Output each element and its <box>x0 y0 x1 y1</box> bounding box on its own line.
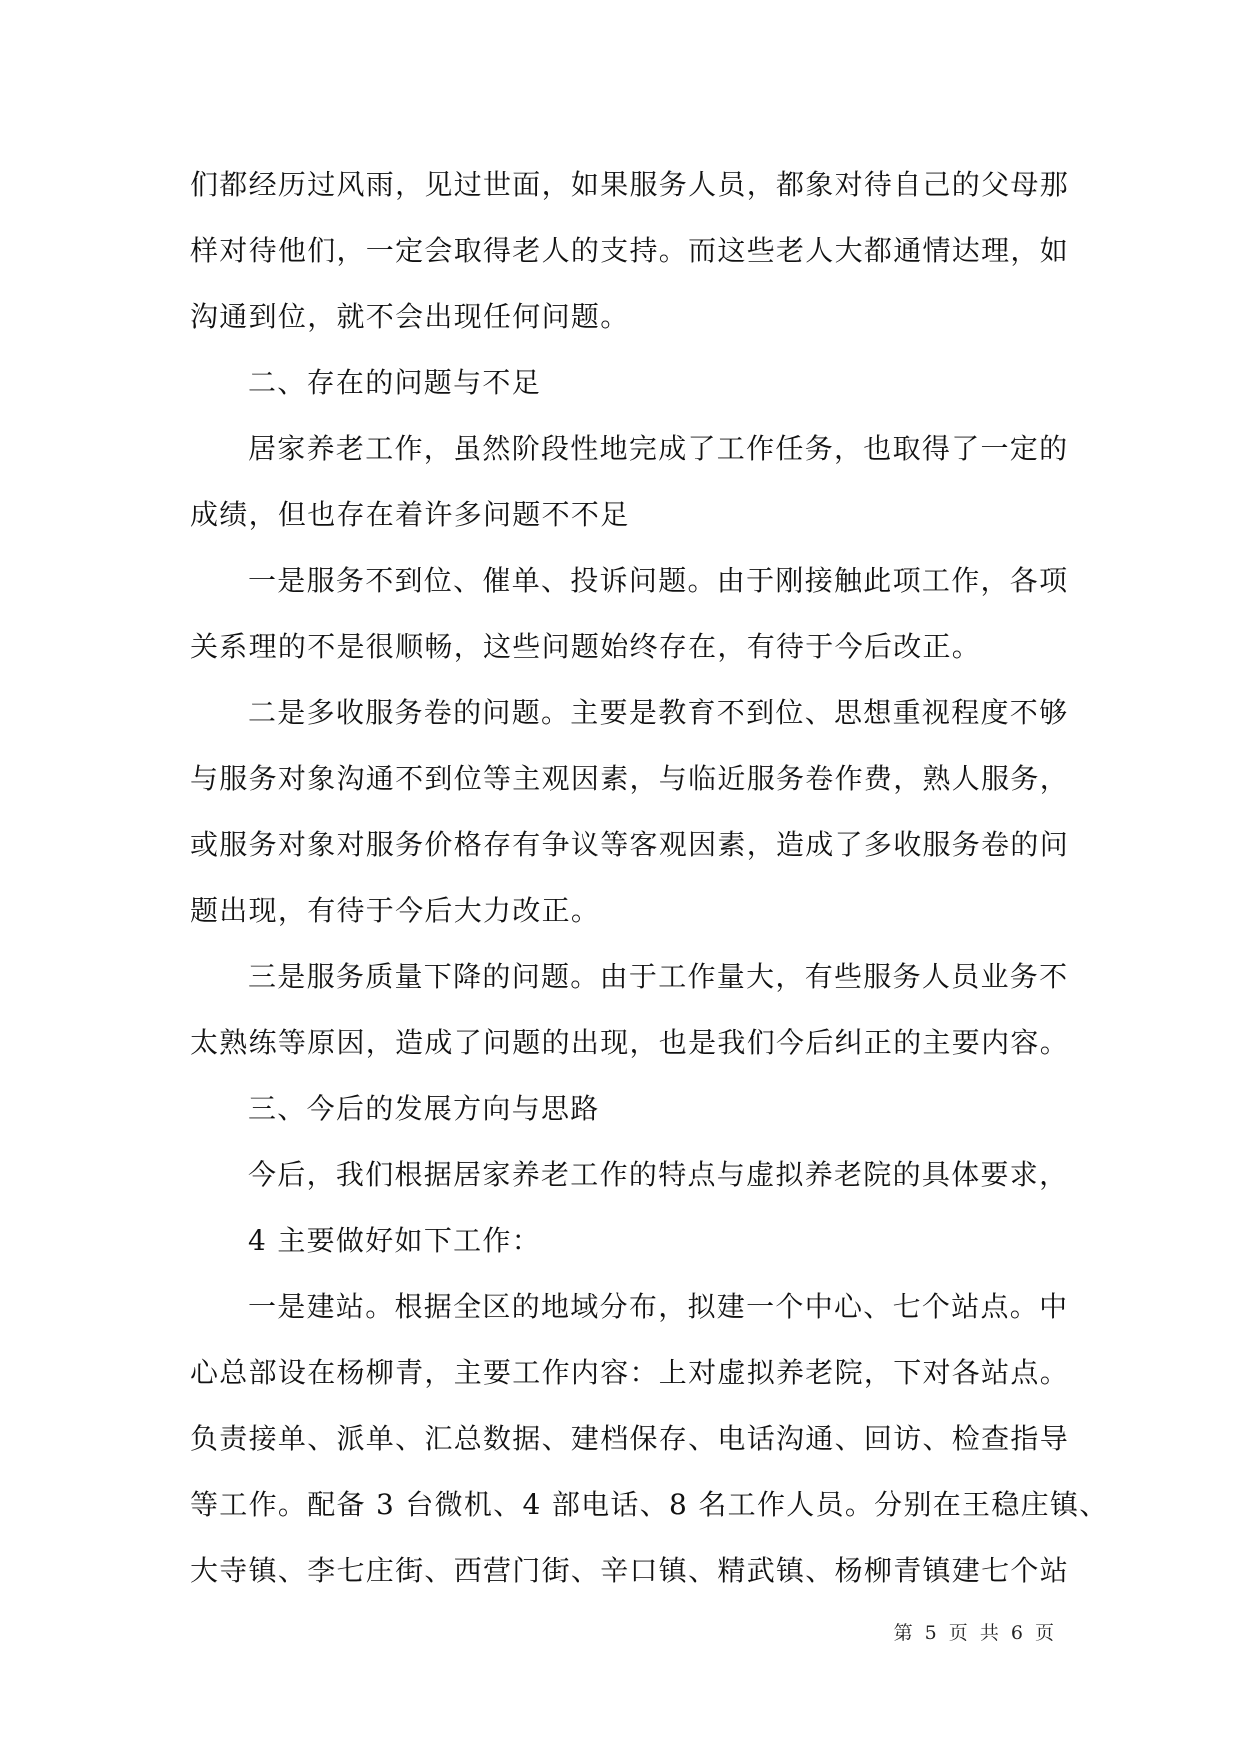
paragraph-line: 太熟练等原因，造成了问题的出现，也是我们今后纠正的主要内容。 <box>190 1026 1070 1059</box>
section-heading: 三、今后的发展方向与思路 <box>248 1092 600 1125</box>
section-heading: 二、存在的问题与不足 <box>248 366 542 399</box>
paragraph-line: 们都经历过风雨，见过世面，如果服务人员，都象对待自己的父母那 <box>190 168 1070 201</box>
paragraph-line: 大寺镇、李七庄街、西营门街、辛口镇、精武镇、杨柳青镇建七个站 <box>190 1554 1070 1587</box>
paragraph-line: 与服务对象沟通不到位等主观因素，与临近服务卷作费，熟人服务， <box>190 762 1070 795</box>
paragraph-line: 心总部设在杨柳青，主要工作内容：上对虚拟养老院，下对各站点。 <box>190 1356 1070 1389</box>
paragraph-line: 4 主要做好如下工作： <box>248 1224 542 1257</box>
paragraph-line: 沟通到位，就不会出现任何问题。 <box>190 300 630 333</box>
paragraph-line: 或服务对象对服务价格存有争议等客观因素，造成了多收服务卷的问 <box>190 828 1070 861</box>
paragraph-line: 二是多收服务卷的问题。主要是教育不到位、思想重视程度不够 <box>248 696 1069 729</box>
paragraph-line: 等工作。配备 3 台微机、4 部电话、8 名工作人员。分别在王稳庄镇、 <box>190 1488 1109 1521</box>
paragraph-line: 样对待他们，一定会取得老人的支持。而这些老人大都通情达理，如 <box>190 234 1070 267</box>
paragraph-line: 题出现，有待于今后大力改正。 <box>190 894 601 927</box>
paragraph-line: 今后，我们根据居家养老工作的特点与虚拟养老院的具体要求， <box>248 1158 1069 1191</box>
paragraph-line: 成绩，但也存在着许多问题不不足 <box>190 498 630 531</box>
paragraph-line: 一是服务不到位、催单、投诉问题。由于刚接触此项工作，各项 <box>248 564 1069 597</box>
page-number-footer: 第 5 页 共 6 页 <box>893 1622 1057 1644</box>
paragraph-line: 一是建站。根据全区的地域分布，拟建一个中心、七个站点。中 <box>248 1290 1069 1323</box>
paragraph-line: 居家养老工作，虽然阶段性地完成了工作任务，也取得了一定的 <box>248 432 1069 465</box>
paragraph-line: 负责接单、派单、汇总数据、建档保存、电话沟通、回访、检查指导 <box>190 1422 1070 1455</box>
paragraph-line: 三是服务质量下降的问题。由于工作量大，有些服务人员业务不 <box>248 960 1069 993</box>
paragraph-line: 关系理的不是很顺畅，这些问题始终存在，有待于今后改正。 <box>190 630 982 663</box>
